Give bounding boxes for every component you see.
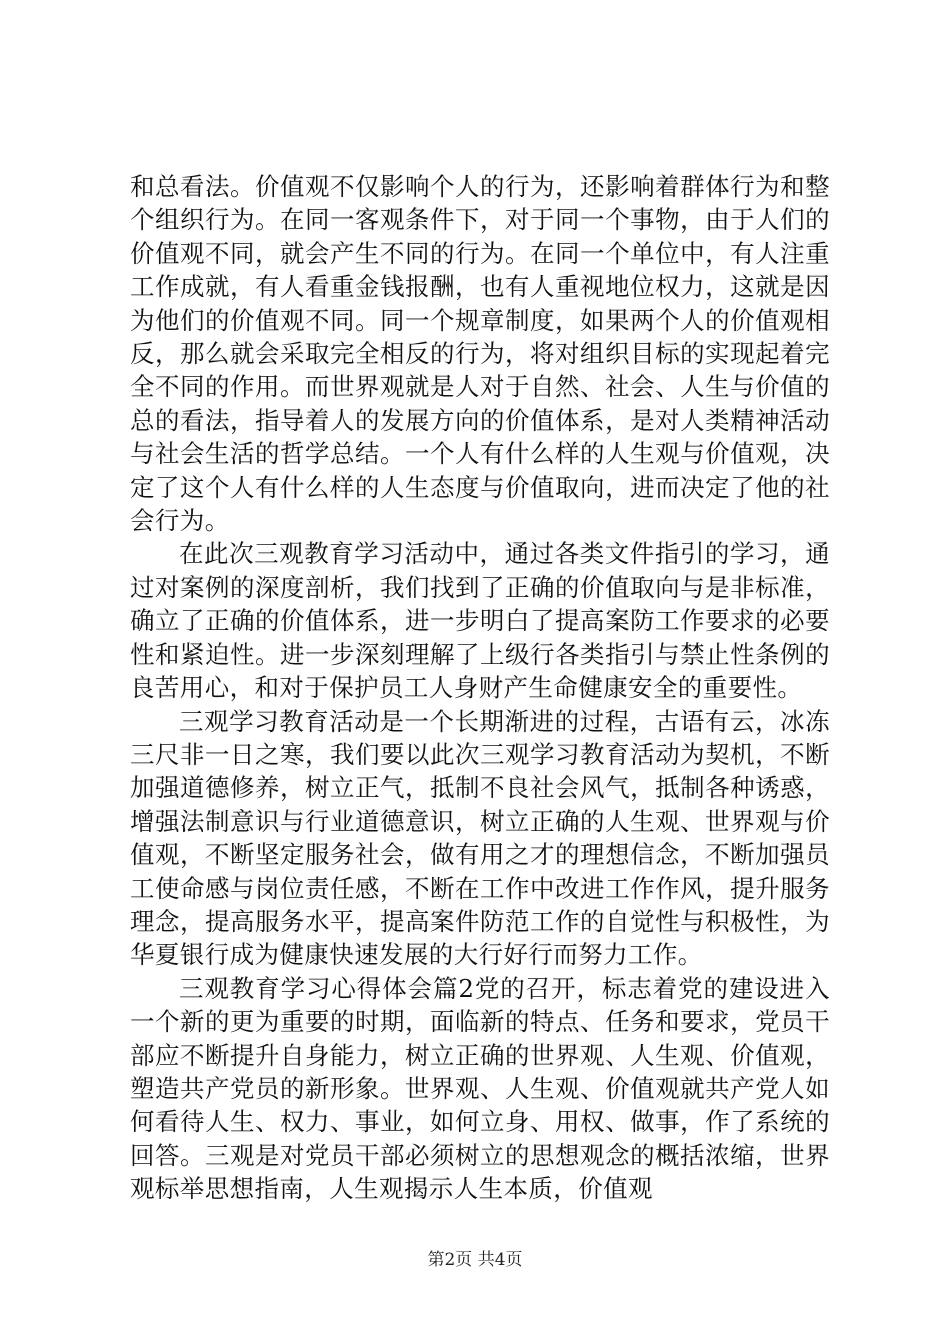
- paragraph-4: 三观教育学习心得体会篇2党的召开，标志着党的建设进入一个新的更为重要的时期，面临新的特点、任务和要求，党员干部应不断提升自身能力，树立正确的世界观、人生观、价值观，塑造共产党员的新形象。世界观、人生观、价值观就共产党人如何看待人生、权力、事业，如何立身、用权、做事，作了系统的回答。三观是对党员干部必须树立的思想观念的概括浓缩，世界观标举思想指南，人生观揭示人生本质，价值观: [130, 973, 830, 1204]
- paragraph-1: 和总看法。价值观不仅影响个人的行为，还影响着群体行为和整个组织行为。在同一客观条件下，对于同一个事物，由于人们的价值观不同，就会产生不同的行为。在同一个单位中，有人注重工作成就，有人看重金钱报酬，也有人重视地位权力，这就是因为他们的价值观不同。同一个规章制度，如果两个人的价值观相反，那么就会采取完全相反的行为，将对组织目标的实现起着完全不同的作用。而世界观就是人对于自然、社会、人生与价值的总的看法，指导着人的发展方向的价值体系，是对人类精神活动与社会生活的哲学总结。一个人有什么样的人生观与价值观，决定了这个人有什么样的人生态度与价值取向，进而决定了他的社会行为。: [130, 172, 830, 536]
- paragraph-2: 在此次三观教育学习活动中，通过各类文件指引的学习，通过对案例的深度剖析，我们找到了正确的价值取向与是非标准，确立了正确的价值体系，进一步明白了提高案防工作要求的必要性和紧迫性。进一步深刻理解了上级行各类指引与禁止性条例的良苦用心，和对于保护员工人身财产生命健康安全的重要性。: [130, 539, 830, 703]
- paragraph-3: 三观学习教育活动是一个长期渐进的过程，古语有云，冰冻三尺非一日之寒，我们要以此次三观学习教育活动为契机，不断加强道德修养，树立正气，抵制不良社会风气，抵制各种诱惑，增强法制意识与行业道德意识，树立正确的人生观、世界观与价值观，不断坚定服务社会，做有用之才的理想信念，不断加强员工使命感与岗位责任感，不断在工作中改进工作作风，提升服务理念，提高服务水平，提高案件防范工作的自觉性与积极性，为华夏银行成为健康快速发展的大行好行而努力工作。: [130, 706, 830, 970]
- page-footer: 第2页 共4页: [427, 1250, 523, 1270]
- document-body: [130, 170, 830, 1206]
